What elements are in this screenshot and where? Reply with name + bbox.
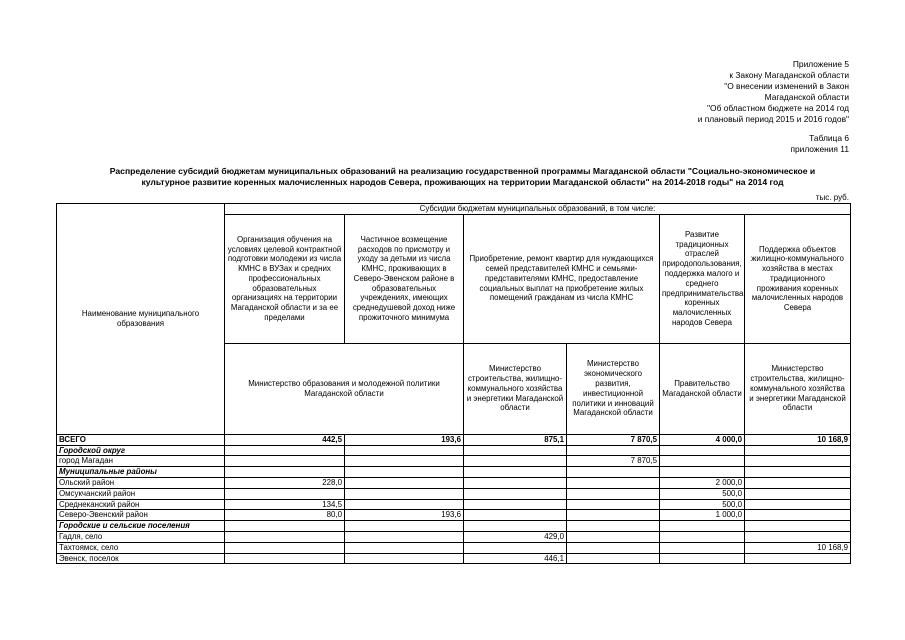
cell-care (345, 521, 464, 532)
title-line: Распределение субсидий бюджетам муниципальных образований на реализацию государственной программы Магаданской области "Социально-экономическое и (109, 166, 816, 176)
cell-economy: 7 870,5 (567, 434, 660, 445)
cell-care (345, 499, 464, 510)
cell-training (225, 531, 345, 542)
row-name: ВСЕГО (57, 434, 225, 445)
table-row (57, 499, 851, 510)
cell-economy (567, 553, 660, 564)
cell-support (745, 553, 851, 564)
cell-economy (567, 510, 660, 521)
cell-government (660, 456, 745, 467)
cell-support (745, 467, 851, 478)
row-name: Северо-Эвенский район (57, 510, 225, 521)
cell-support: 10 168,9 (745, 542, 851, 553)
row-name: Городской округ (57, 445, 225, 456)
header-col-housing: Приобретение, ремонт квартир для нуждающихся семей представителей КМНС и семьями-представителями КМНС, предоставление социальных выплат на приобретение жилых помещений гражданам из числа КМНС (464, 214, 660, 343)
appendix-line: к Закону Магаданской области (729, 70, 849, 80)
cell-government (660, 553, 745, 564)
row-name: Тахтоямск, село (57, 542, 225, 553)
cell-training (225, 542, 345, 553)
table-row (57, 456, 851, 467)
cell-government (660, 542, 745, 553)
cell-construction: 446,1 (464, 553, 567, 564)
table-row (57, 553, 851, 564)
row-name: Омсукчанский район (57, 488, 225, 499)
header-min-construction-2: Министерство строительства, жилищно-коммунального хозяйства и энергетики Магаданской области (745, 343, 851, 434)
cell-economy (567, 445, 660, 456)
cell-support: 10 168,9 (745, 434, 851, 445)
cell-support (745, 445, 851, 456)
cell-care (345, 456, 464, 467)
cell-training (225, 456, 345, 467)
row-name: город Магадан (57, 456, 225, 467)
cell-care (345, 553, 464, 564)
table-row (57, 531, 851, 542)
cell-training (225, 521, 345, 532)
table-label (790, 133, 849, 155)
header-min-economy: Министерство экономического развития, инвестиционной политики и инноваций Магаданской области (567, 343, 660, 434)
cell-care (345, 445, 464, 456)
table-row (57, 488, 851, 499)
header-min-construction: Министерство строительства, жилищно-коммунального хозяйства и энергетики Магаданской области (464, 343, 567, 434)
cell-construction: 875,1 (464, 434, 567, 445)
table-row (57, 542, 851, 553)
header-min-education: Министерство образования и молодежной политики Магаданской области (225, 343, 464, 434)
cell-construction (464, 521, 567, 532)
cell-government: 500,0 (660, 488, 745, 499)
cell-care: 193,6 (345, 510, 464, 521)
header-name-column: Наименование муниципального образования (57, 204, 225, 435)
cell-economy (567, 542, 660, 553)
cell-care (345, 531, 464, 542)
cell-government (660, 467, 745, 478)
appendix-reference (549, 59, 849, 125)
table-row-total (57, 434, 851, 445)
cell-training: 228,0 (225, 477, 345, 488)
cell-training (225, 488, 345, 499)
cell-construction (464, 488, 567, 499)
cell-training: 80,0 (225, 510, 345, 521)
subsidies-table (56, 203, 851, 564)
table-row-group (57, 521, 851, 532)
cell-economy (567, 477, 660, 488)
cell-training: 442,5 (225, 434, 345, 445)
cell-support (745, 510, 851, 521)
cell-construction (464, 542, 567, 553)
cell-government: 1 000,0 (660, 510, 745, 521)
row-name: Ольский район (57, 477, 225, 488)
header-col-nature: Развитие традиционных отраслей природопользования, поддержка малого и среднего предпринимательства коренных малочисленных народов Севера (660, 214, 745, 343)
cell-care (345, 488, 464, 499)
table-row (57, 477, 851, 488)
cell-economy (567, 521, 660, 532)
table-number: Таблица 6 (809, 133, 849, 143)
cell-government: 2 000,0 (660, 477, 745, 488)
appendix-line: и плановый период 2015 и 2016 годов" (697, 114, 849, 124)
cell-care (345, 477, 464, 488)
header-col-support: Поддержка объектов жилищно-коммунального хозяйства в местах традиционного проживания коренных малочисленных народов Севера (745, 214, 851, 343)
cell-construction (464, 499, 567, 510)
row-name: Муниципальные районы (57, 467, 225, 478)
cell-care (345, 542, 464, 553)
cell-construction: 429,0 (464, 531, 567, 542)
cell-construction (464, 456, 567, 467)
table-row-group (57, 467, 851, 478)
document-title (70, 166, 855, 188)
cell-economy (567, 488, 660, 499)
cell-government: 500,0 (660, 499, 745, 510)
appendix-number: приложения 11 (790, 144, 849, 154)
cell-support (745, 531, 851, 542)
cell-government (660, 445, 745, 456)
row-name: Среднеканский район (57, 499, 225, 510)
cell-construction (464, 445, 567, 456)
table-row (57, 510, 851, 521)
appendix-line: Магаданской области (764, 92, 849, 102)
cell-construction (464, 510, 567, 521)
cell-care: 193,6 (345, 434, 464, 445)
cell-construction (464, 467, 567, 478)
header-government: Правительство Магаданской области (660, 343, 745, 434)
cell-training (225, 553, 345, 564)
cell-government (660, 521, 745, 532)
cell-support (745, 488, 851, 499)
cell-training (225, 467, 345, 478)
row-name: Гадля, село (57, 531, 225, 542)
cell-economy (567, 531, 660, 542)
header-col-care: Частичное возмещение расходов по присмотру и уходу за детьми из числа КМНС, проживающих в Северо-Эвенском районе в образовательных учреждениях, имеющих среднедушевой доход ниже прожиточного минимума (345, 214, 464, 343)
cell-support (745, 456, 851, 467)
header-subsidies-title: Субсидии бюджетам муниципальных образований, в том числе: (225, 204, 851, 215)
title-line: культурное развитие коренных малочисленных народов Севера, проживающих на территории Магаданской области" на 2014-2018 годы" на 2014 год (141, 177, 784, 187)
table-row-group (57, 445, 851, 456)
cell-support (745, 499, 851, 510)
cell-support (745, 477, 851, 488)
appendix-line: Приложение 5 (792, 59, 849, 69)
cell-government (660, 531, 745, 542)
cell-care (345, 467, 464, 478)
cell-support (745, 521, 851, 532)
cell-government: 4 000,0 (660, 434, 745, 445)
units-label: тыс. руб. (815, 193, 849, 202)
cell-economy: 7 870,5 (567, 456, 660, 467)
cell-economy (567, 499, 660, 510)
header-col-training: Организация обучения на условиях целевой контрактной подготовки молодежи из числа КМНС в ВУЗах и средних профессиональных образовательных организациях на территории Магаданской области и за ее пределами (225, 214, 345, 343)
appendix-line: "О внесении изменений в Закон (724, 81, 849, 91)
cell-training: 134,5 (225, 499, 345, 510)
row-name: Городские и сельские поселения (57, 521, 225, 532)
cell-training (225, 445, 345, 456)
cell-construction (464, 477, 567, 488)
appendix-line: "Об областном бюджете на 2014 год (707, 103, 849, 113)
row-name: Эвенск, поселок (57, 553, 225, 564)
cell-economy (567, 467, 660, 478)
